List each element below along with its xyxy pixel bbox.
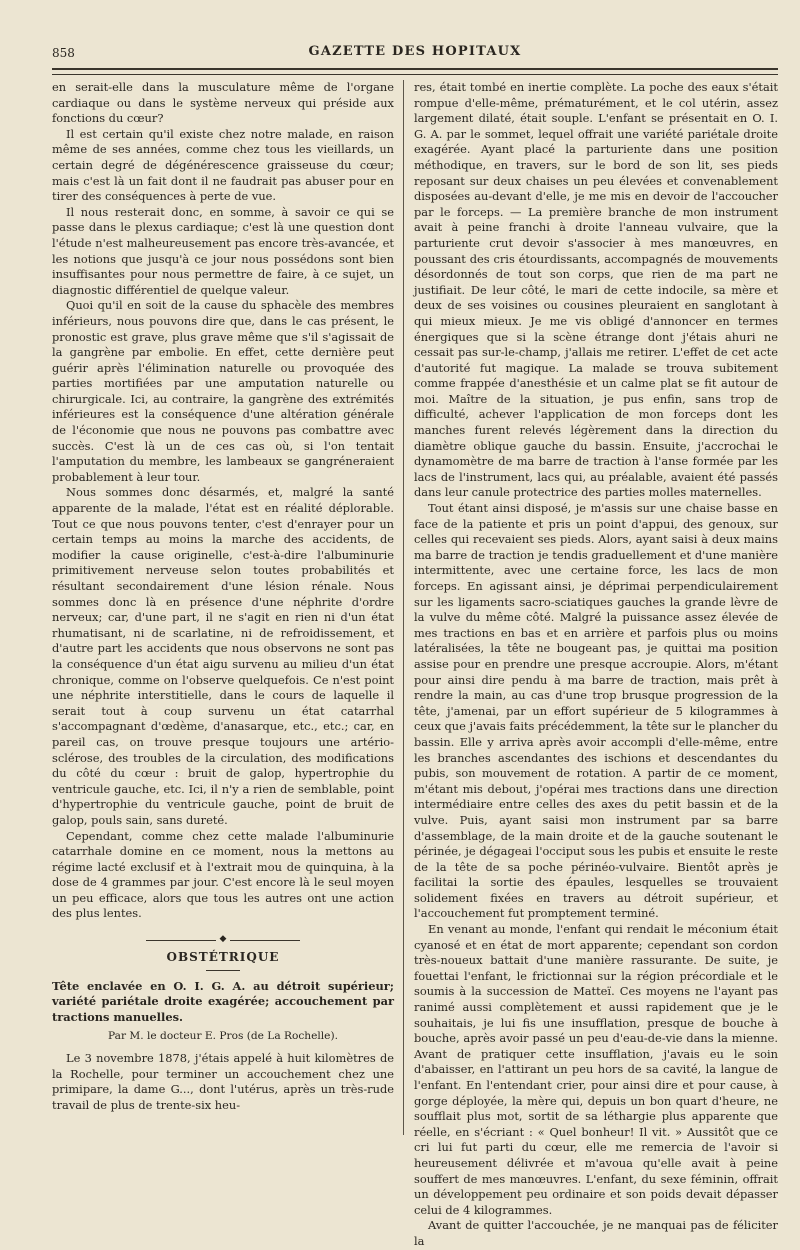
article-title: Tête enclavée en O. I. G. A. au détroit supérieur; variété pariétale droite exagérée; accouchement par tractions manuelles.: [52, 978, 394, 1024]
article-byline: Par M. le docteur E. Pros (de La Rochelle).: [108, 1030, 338, 1043]
paragraph: Le 3 novembre 1878, j'étais appelé à huit kilomètres de la Rochelle, pour terminer un accouchement chez une primipare, la dame G..., dont l'utérus, après un très-rude travail de plus de trente-six heu-: [52, 1051, 394, 1112]
left-column: [52, 80, 394, 1140]
right-column: [414, 80, 778, 1248]
page-header: [52, 42, 778, 66]
paragraph: Cependant, comme chez cette malade l'albuminurie catarrhale domine en ce moment, nous la mettons au régime lacté exclusif et à l'extrait mou de quinquina, à la dose de 4 grammes par jour. C'est encore là le seul moyen un peu efficace, alors que tous les autres ont une action des plus lentes.: [52, 828, 394, 921]
paragraph: res, était tombé en inertie complète. La poche des eaux s'était rompue d'elle-même, prématurément, et le col utérin, assez largement dilaté, était souple. L'enfant se présentait en O. I. G. A. par le sommet, lequel offrait une variété pariétale droite exagérée. Ayant placé la parturiente dans une position méthodique, en travers, sur le bord de son lit, ses pieds reposant sur deux chaises un peu élevées et convenablement disposées au-devant d'elle, je me mis en devoir de l'accoucher par le forceps. — La première branche de mon instrument avait à peine franchi à droite l'anneau vulvaire, que la parturiente crut devoir s'associer à mes manœuvres, en poussant des cris étourdissants, accompagnés de mouvements désordonnés de tout son corps, que rien de ma part ne justifiait. De leur côté, le mari de cette indocile, sa mère et deux de ses voisines ou cousines pleuraient en sanglotant à qui mieux mieux. Je me vis obligé d'annoncer en termes énergiques que si la scène étrange dont j'étais ahuri ne cessait pas sur-le-champ, j'allais me retirer. L'effet de cet acte d'autorité fut magique. La malade se trouva subitement comme frappée d'anesthésie et un calme plat se fit autour de moi. Maître de la situation, je pus enfin, sans trop de difficulté, achever l'application de mon forceps dont les manches furent relevés légèrement dans la direction du diamètre oblique gauche du bassin. Ensuite, j'accrochai le dynamomètre de ma barre de traction à l'anse formée par les lacs de l'instrument, lacs qui, au préalable, avaient été passés dans leur canule protectrice des parties molles maternelles.: [414, 80, 778, 500]
paragraph: Tout étant ainsi disposé, je m'assis sur une chaise basse en face de la patiente et pris un point d'appui, des genoux, sur celles qui recevaient ses pieds. Alors, ayant saisi à deux mains ma barre de traction je tendis graduellement et d'une manière intermittente, avec une certaine force, les lacs de mon forceps. En agissant ainsi, je déprimai perpendiculairement sur les ligaments sacro-sciatiques gauches la grande lèvre de la vulve du même côté. Malgré la puissance assez élevée de mes tractions en bas et en arrière et parfois plus ou moins latéralisées, la tête ne bougeant pas, je quittai ma position assise pour en prendre une presque accroupie. Alors, m'étant pour ainsi dire pendu à ma barre de traction, mais prêt à rendre la main, au cas d'une trop brusque progression de la tête, j'amenai, par un effort supérieur de 5 kilogrammes à ceux que j'avais faits précédemment, la tête sur le plancher du bassin. Elle y arriva après avoir accompli d'elle-même, entre les branches ascendantes des ischions et descendantes du pubis, son mouvement de rotation. A partir de ce moment, m'étant mis debout, j'opérai mes tractions dans une direction intermédiaire entre celles des axes du petit bassin et de la vulve. Puis, ayant saisi mon instrument par sa barre d'assemblage, de la main droite et de la gauche soutenant le périnée, je dégageai l'occiput sous les pubis et ensuite le reste de la tête de sa poche périnéo-vulvaire. Bientôt après je facilitai la sortie des épaules, lesquelles se trouvaient solidement fixées en travers au détroit supérieur, et l'accouchement fut promptement terminé.: [414, 501, 778, 921]
paragraph: Il est certain qu'il existe chez notre malade, en raison même de ses années, comme chez tous les vieillards, un certain degré de dégénérescence graisseuse du cœur; mais c'est là un fait dont il ne faudrait pas abuser pour en tirer des conséquences à perte de vue.: [52, 126, 394, 204]
section-rule: [206, 970, 240, 971]
paragraph: Quoi qu'il en soit de la cause du sphacèle des membres inférieurs, nous pouvons dire que, dans le cas présent, le pronostic est grave, plus grave même que s'il s'agissait de la gangrène par embolie. En effet, cette dernière peut guérir après l'élimination naturelle ou provoquée des parties mortifiées par une amputation naturelle ou chirurgicale. Ici, au contraire, la gangrène des extrémités inférieures est la conséquence d'une altération générale de l'économie que nous ne pouvons pas combattre avec succès. C'est là un de ces cas où, si l'on tentait l'amputation du membre, les lambeaux se gangréneraient probablement à leur tour.: [52, 298, 394, 484]
paragraph: Nous sommes donc désarmés, et, malgré la santé apparente de la malade, l'état est en réalité déplorable. Tout ce que nous pouvons tenter, c'est d'enrayer pour un certain temps au moins la marche des accidents, de modifier la cause originelle, c'est-à-dire l'albuminurie primitivement nerveuse selon toutes probabilités et résultant secondairement d'une lésion rénale. Nous sommes donc là en présence d'une néphrite d'ordre nerveux; car, d'une part, il ne s'agit en rien ni d'un état rhumatisant, ni de scarlatine, ni de refroidissement, et d'autre part les accidents que nous observons ne sont pas la conséquence d'un état aigu survenu au milieu d'un état chronique, comme on l'observe quelquefois. Ce n'est point une néphrite interstitielle, dans le cours de laquelle il serait tout à coup survenu un état catarrhal s'accompagnant d'œdème, d'anasarque, etc., etc.; car, en pareil cas, on trouve presque toujours une artério-sclérose, des troubles de la circulation, des modifications du côté du cœur : bruit de galop, hypertrophie du ventricule gauche, etc. Ici, il n'y a rien de semblable, point d'hypertrophie du ventricule gauche, point de bruit de galop, pouls sain, sans dureté.: [52, 485, 394, 827]
paragraph: en serait-elle dans la musculature même de l'organe cardiaque ou dans le système nerveux qui préside aux fonctions du cœur?: [52, 80, 394, 126]
running-title: GAZETTE DES HOPITAUX: [308, 44, 522, 59]
paragraph: En venant au monde, l'enfant qui rendait le méconium était cyanosé et en état de mort apparente; cependant son cordon très-noueux battait d'une manière rassurante. De suite, je fouettai l'enfant, le frictionnai sur la région précordiale et le soumis à la succession de Matteï. Ces moyens ne l'ayant pas ranimé aussi complètement et aussi rapidement que je le souhaitais, je lui fis une insufflation, presque de bouche à bouche, après avoir passé un peu d'eau-de-vie dans la mienne. Avant de pratiquer cette insufflation, j'avais eu le soin d'abaisser, en l'attirant un peu hors de sa cavité, la langue de l'enfant. En l'entendant crier, pour ainsi dire et pour cause, à gorge déployée, la mère qui, depuis un bon quart d'heure, ne soufflait plus mot, sortit de sa léthargie plus apparente que réelle, en s'écriant : « Quel bonheur! Il vit. » Aussitôt que ce cri lui fut parti du cœur, elle me remercia de l'avoir si heureusement délivrée et m'avoua qu'elle avait à peine souffert de mes manœuvres. L'enfant, du sexe féminin, offrait un développement peu ordinaire et son poids devait dépasser celui de 4 kilogrammes.: [414, 922, 778, 1217]
paragraph: Avant de quitter l'accouchée, je ne manquai pas de féliciter la: [414, 1218, 778, 1248]
section-title: OBSTÉTRIQUE: [166, 950, 280, 965]
paragraph: Il nous resterait donc, en somme, à savoir ce qui se passe dans le plexus cardiaque; c'est là une question dont l'étude n'est malheureusement pas encore très-avancée, et les notions que jusqu'à ce jour nous possédons sont bien insuffisantes pour nous permettre de faire, à ce sujet, un diagnostic différentiel de quelque valeur.: [52, 204, 394, 297]
ornament-diamond-icon: ◆: [219, 934, 227, 945]
column-divider: [403, 80, 404, 1135]
section-ornament: [52, 932, 394, 945]
page-number: 858: [52, 46, 75, 60]
header-rule: [52, 68, 778, 75]
